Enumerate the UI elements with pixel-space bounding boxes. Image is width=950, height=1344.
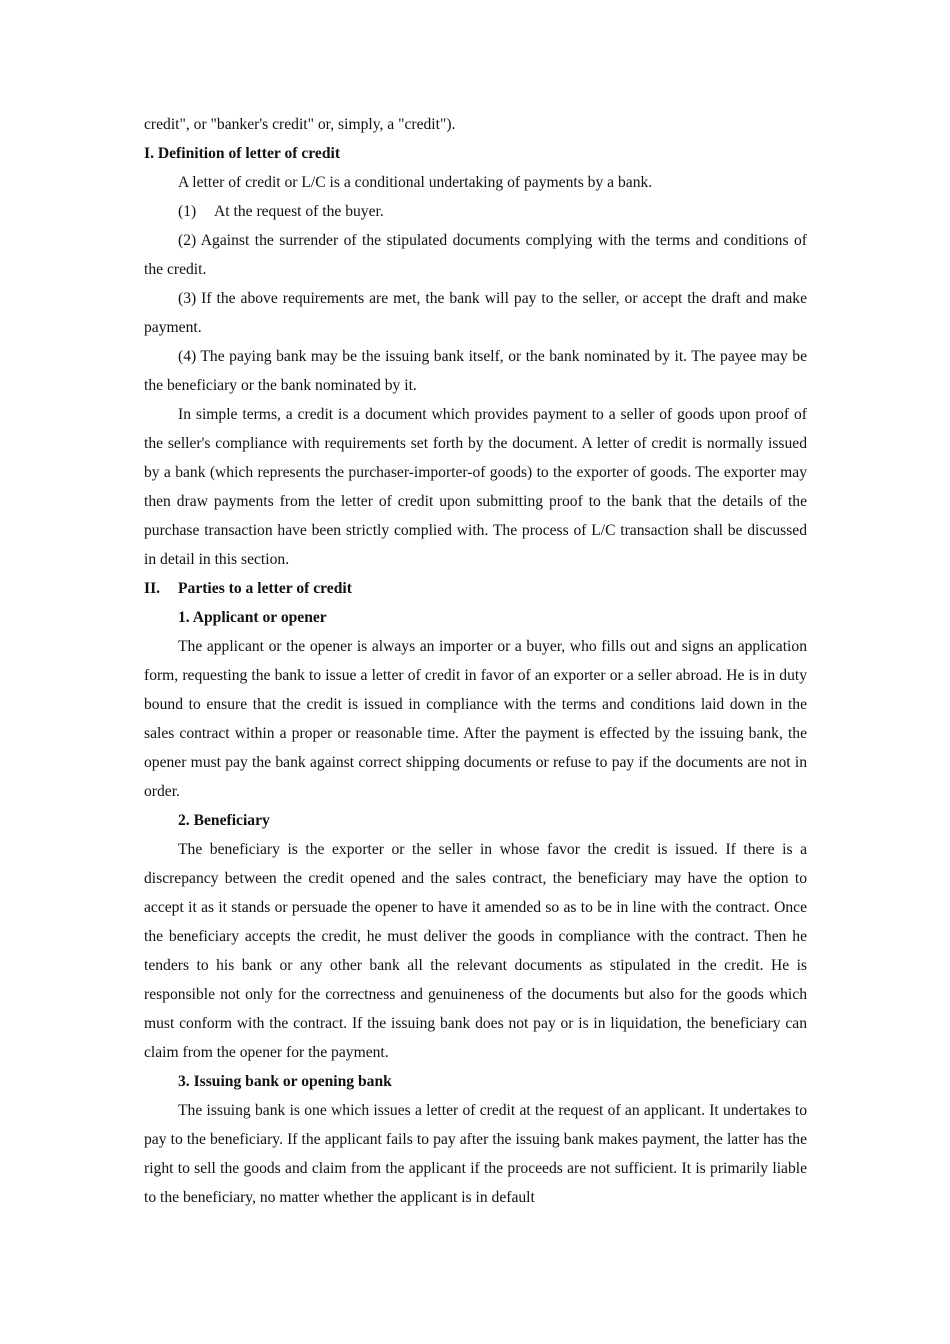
definition-paragraph: A letter of credit or L/C is a conditional undertaking of payments by a bank. <box>178 174 653 191</box>
summary-paragraph: In simple terms, a credit is a document which provides payment to a seller of goods upon proof of the seller's compliance with requirements set forth by the document. A letter of credit is normally issued by a bank (which represents the purchaser-importer-of goods) to the exporter of goods. The exporter may then draw payments from the letter of credit upon submitting proof to the bank that the details of the purchase transaction have been strictly complied with. The process of L/C transaction shall be discussed in detail in this section. <box>144 406 807 568</box>
applicant-heading: 1. Applicant or opener <box>178 609 327 626</box>
list-item-1 <box>144 197 807 226</box>
applicant-paragraph: The applicant or the opener is always an importer or a buyer, who fills out and signs an application form, requesting the bank to issue a letter of credit in favor of an exporter or a seller abroad. He is in duty bound to ensure that the credit is issued in compliance with the terms and conditions laid down in the sales contract within a proper or reasonable time. After the payment is effected by the issuing bank, the opener must pay the bank against correct shipping documents or refuse to pay if the documents are not in order. <box>144 638 807 800</box>
section-2-numeral: II. <box>144 580 161 597</box>
list-item-3: (3) If the above requirements are met, the bank will pay to the seller, or accept the draft and make payment. <box>144 290 807 336</box>
list-item-2: (2) Against the surrender of the stipulated documents complying with the terms and conditions of the credit. <box>144 232 807 278</box>
beneficiary-heading: 2. Beneficiary <box>178 812 270 829</box>
section-1-heading: I. Definition of letter of credit <box>144 145 341 162</box>
section-2-heading <box>144 574 807 603</box>
issuing-bank-heading: 3. Issuing bank or opening bank <box>178 1073 392 1090</box>
list-item-1-number: (1) <box>178 203 197 220</box>
section-2-title: Parties to a letter of credit <box>178 580 352 597</box>
issuing-bank-paragraph: The issuing bank is one which issues a letter of credit at the request of an applicant. It undertakes to pay to the beneficiary. If the applicant fails to pay after the issuing bank makes payment, the latter has the right to sell the goods and claim from the applicant if the proceeds are not sufficient. It is primarily liable to the beneficiary, no matter whether the applicant is in default <box>144 1102 807 1206</box>
list-item-1-text: At the request of the buyer. <box>214 203 384 220</box>
list-item-4: (4) The paying bank may be the issuing bank itself, or the bank nominated by it. The payee may be the beneficiary or the bank nominated by it. <box>144 348 807 394</box>
intro-fragment: credit", or "banker's credit" or, simply, a "credit"). <box>144 116 456 133</box>
beneficiary-paragraph: The beneficiary is the exporter or the seller in whose favor the credit is issued. If there is a discrepancy between the credit opened and the sales contract, the beneficiary may have the option to accept it as it stands or persuade the opener to have it amended so as to be in line with the contract. Once the beneficiary accepts the credit, he must deliver the goods in compliance with the contract. Then he tenders to his bank or any other bank all the relevant documents as stipulated in the credit. He is responsible not only for the correctness and genuineness of the documents but also for the goods which must conform with the contract. If the issuing bank does not pay or is in liquidation, the beneficiary can claim from the opener for the payment. <box>144 841 807 1061</box>
document-page <box>144 110 807 1212</box>
